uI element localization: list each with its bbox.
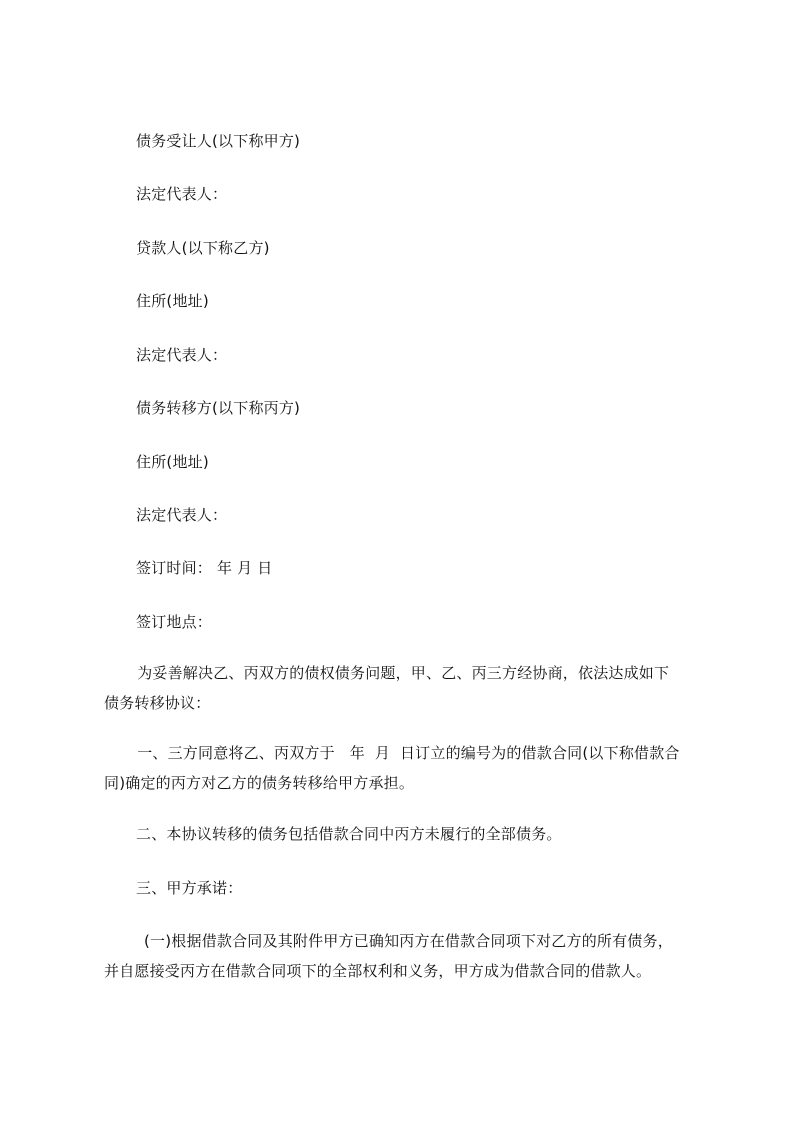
clause-2: 二、本协议转移的债务包括借款合同中丙方未履行的全部债务。 [136, 825, 562, 843]
party-a-label: 债务受让人(以下称甲方) [136, 132, 301, 150]
clause-3-1-paragraph [104, 926, 704, 986]
clause-3-heading: 三、甲方承诺： [136, 879, 243, 897]
party-b-address-label: 住所(地址) [136, 292, 209, 310]
party-c-representative-label: 法定代表人： [136, 506, 228, 524]
party-c-label: 债务转移方(以下称丙方) [136, 399, 301, 417]
party-a-representative-label: 法定代表人： [136, 185, 228, 203]
signing-place-label: 签订地点： [136, 613, 213, 631]
party-b-representative-label: 法定代表人： [136, 346, 228, 364]
clause-1-line-1: 一、三方同意将乙、丙双方于 年 月 日订立的编号为的借款合同(以下称借款合 [122, 744, 680, 762]
clause-3-1-line-1: (一)根据借款合同及其附件甲方已确知丙方在借款合同项下对乙方的所有债务， [144, 932, 673, 950]
intro-paragraph [104, 658, 704, 718]
intro-line-1: 为妥善解决乙、丙双方的债权债务问题，甲、乙、丙三方经协商，依法达成如下 [122, 664, 670, 682]
clause-3-1-line-2: 并自愿接受丙方在借款合同项下的全部权利和义务，甲方成为借款合同的借款人。 [104, 962, 652, 980]
clause-1-paragraph [104, 738, 704, 798]
intro-line-2: 债务转移协议： [104, 694, 211, 712]
party-c-address-label: 住所(地址) [136, 453, 209, 471]
party-b-label: 贷款人(以下称乙方) [136, 239, 270, 257]
clause-1-line-2: 同)确定的丙方对乙方的债务转移给甲方承担。 [104, 774, 415, 792]
signing-date-label: 签订时间： 年 月 日 [136, 559, 273, 577]
